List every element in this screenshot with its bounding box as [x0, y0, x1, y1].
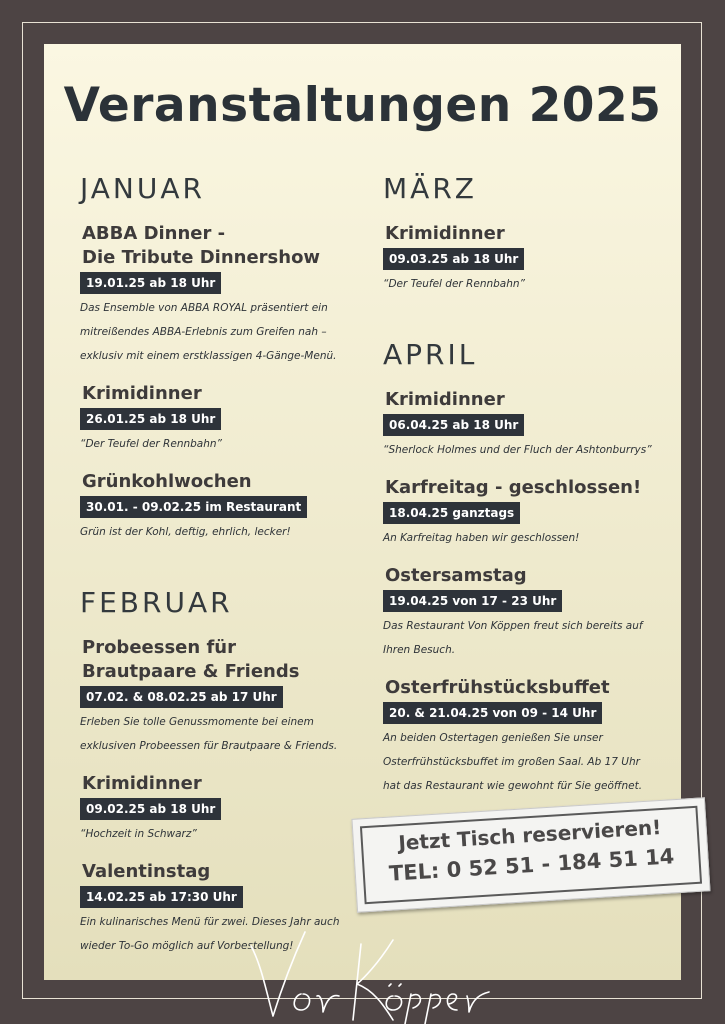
month-heading: FEBRUAR: [80, 586, 233, 619]
bottom-divider-left: [22, 998, 232, 999]
event-title: Karfreitag - geschlossen!: [385, 477, 642, 498]
right-column: [383, 170, 683, 812]
event-description: Osterfrühstücksbuffet im großen Saal. Ab 17 Uhr: [383, 756, 640, 768]
event-karfreitag-geschlossen: [383, 476, 683, 550]
event-krimidinner: [80, 382, 370, 456]
month-heading: JANUAR: [80, 172, 205, 205]
event-description: Ein kulinarisches Menü für zwei. Dieses Jahr auch: [80, 916, 340, 928]
event-description: Das Ensemble von ABBA ROYAL präsentiert ein: [80, 302, 328, 314]
event-description: “Sherlock Holmes und der Fluch der Ashtonburrys”: [383, 444, 652, 456]
event-title: Krimidinner: [385, 389, 505, 410]
event-date-badge: 14.02.25 ab 17:30 Uhr: [80, 886, 243, 908]
event-date-badge: 30.01. - 09.02.25 im Restaurant: [80, 496, 307, 518]
event-title: Die Tribute Dinnershow: [82, 247, 321, 268]
event-title: ABBA Dinner -: [82, 223, 226, 244]
event-title: Krimidinner: [82, 773, 202, 794]
month-spacer: [383, 310, 683, 336]
event-grünkohlwochen: [80, 470, 370, 544]
event-title: Krimidinner: [82, 383, 202, 404]
event-krimidinner: [80, 772, 370, 846]
event-title: Probeessen für: [82, 637, 236, 658]
event-description: mitreißendes ABBA-Erlebnis zum Greifen nah –: [80, 326, 327, 338]
page-title: Veranstaltungen 2025: [63, 78, 662, 133]
event-description: exklusiv mit einem erstklassigen 4-Gänge-Menü.: [80, 350, 337, 362]
event-description: “Der Teufel der Rennbahn”: [383, 278, 525, 290]
event-description: An beiden Ostertagen genießen Sie unser: [383, 732, 603, 744]
month-heading: MÄRZ: [383, 172, 477, 205]
event-abba-dinner: [80, 222, 370, 368]
event-date-badge: 07.02. & 08.02.25 ab 17 Uhr: [80, 686, 283, 708]
event-description: Ihren Besuch.: [383, 644, 456, 656]
reservation-title: Jetzt Tisch reservieren!: [397, 815, 662, 856]
event-description: exklusiven Probeessen für Brautpaare & Friends.: [80, 740, 338, 752]
event-date-badge: 20. & 21.04.25 von 09 - 14 Uhr: [383, 702, 602, 724]
event-title: Grünkohlwochen: [82, 471, 252, 492]
event-description: wieder To-Go möglich auf Vorbestellung!: [80, 940, 294, 952]
event-description: Erleben Sie tolle Genussmomente bei einem: [80, 716, 314, 728]
event-description: Das Restaurant Von Köppen freut sich bereits auf: [383, 620, 643, 632]
event-description: “Der Teufel der Rennbahn”: [80, 438, 222, 450]
month-heading: APRIL: [383, 338, 478, 371]
event-date-badge: 26.01.25 ab 18 Uhr: [80, 408, 221, 430]
signature-logo: [243, 924, 493, 1024]
reservation-phone[interactable]: TEL: 0 52 51 - 184 51 14: [388, 844, 675, 886]
event-krimidinner: [383, 222, 683, 296]
event-date-badge: 19.04.25 von 17 - 23 Uhr: [383, 590, 562, 612]
left-column: [80, 170, 370, 972]
bottom-divider-right: [492, 998, 702, 999]
event-date-badge: 19.01.25 ab 18 Uhr: [80, 272, 221, 294]
event-probeessen-für: [80, 636, 370, 758]
event-title: Osterfrühstücksbuffet: [385, 677, 610, 698]
event-title: Ostersamstag: [385, 565, 527, 586]
event-osterfrühstücksbuffet: [383, 676, 683, 798]
event-date-badge: 06.04.25 ab 18 Uhr: [383, 414, 524, 436]
event-description: hat das Restaurant wie gewohnt für Sie geöffnet.: [383, 780, 643, 792]
event-title: Valentinstag: [82, 861, 211, 882]
event-ostersamstag: [383, 564, 683, 662]
month-spacer: [80, 558, 370, 584]
event-title: Krimidinner: [385, 223, 505, 244]
event-description: Grün ist der Kohl, deftig, ehrlich, lecker!: [80, 526, 291, 538]
event-date-badge: 09.02.25 ab 18 Uhr: [80, 798, 221, 820]
event-date-badge: 18.04.25 ganztags: [383, 502, 520, 524]
event-description: “Hochzeit in Schwarz”: [80, 828, 197, 840]
event-date-badge: 09.03.25 ab 18 Uhr: [383, 248, 524, 270]
event-description: An Karfreitag haben wir geschlossen!: [383, 532, 580, 544]
event-krimidinner: [383, 388, 683, 462]
event-title: Brautpaare & Friends: [82, 661, 300, 682]
